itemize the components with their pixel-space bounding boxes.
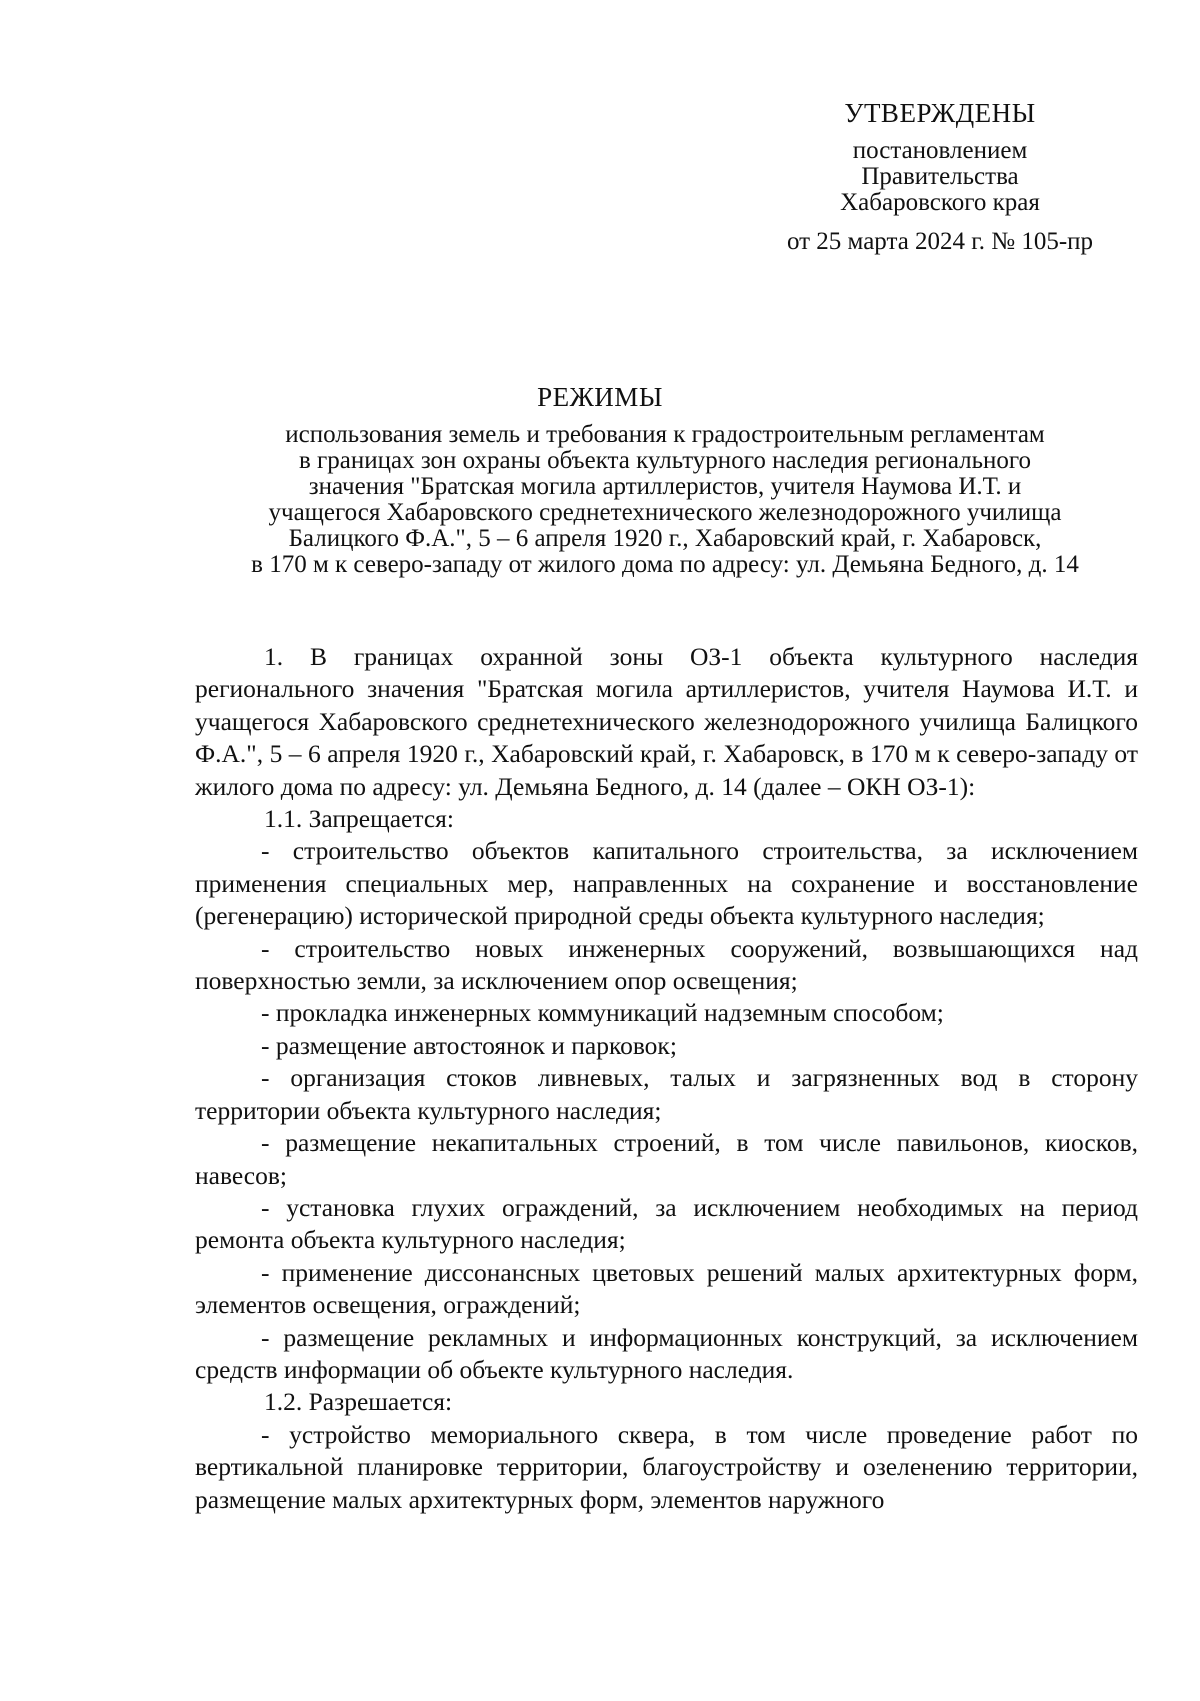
list-item: - применение диссонансных цветовых решений малых архитектурных форм, элементов освещения, ограждений; <box>195 1257 1138 1320</box>
approval-line: Хабаровского края <box>840 189 1040 216</box>
subtitle-line: значения "Братская могила артиллеристов, учителя Наумова И.Т. и <box>308 473 1022 500</box>
subtitle-line: в границах зон охраны объекта культурного наследия регионального <box>298 447 1032 474</box>
approval-line: Правительства <box>861 163 1019 190</box>
list-item: - строительство объектов капитального строительства, за исключением применения специальных мер, направленных на сохранение и восстановление (регенерацию) исторической природной среды объекта культурного наследия; <box>195 836 1138 931</box>
list-item: - размещение рекламных и информационных конструкций, за исключением средств информации об объекте культурного наследия. <box>195 1322 1138 1384</box>
list-item: - размещение некапитальных строений, в том числе павильонов, киосков, навесов; <box>195 1128 1138 1190</box>
approval-block <box>760 100 1120 255</box>
document-subtitle <box>170 422 1160 578</box>
list-item: - организация стоков ливневых, талых и загрязненных вод в сторону территории объекта культурного наследия; <box>195 1063 1138 1125</box>
approval-line: постановлением <box>852 137 1028 164</box>
paragraph-heading-allowed: 1.2. Разрешается: <box>264 1387 453 1417</box>
approval-date: от 25 марта 2024 г. № 105-пр <box>786 228 1094 255</box>
document-title: РЕЖИМЫ <box>537 382 663 412</box>
list-item: - устройство мемориального сквера, в том числе проведение работ по вертикальной планировке территории, благоустройству и озеленению территории, размещение малых архитектурных форм, элементов наружного <box>195 1419 1138 1514</box>
approval-title: УТВЕРЖДЕНЫ <box>844 98 1036 128</box>
subtitle-line: использования земель и требования к градостроительным регламентам <box>285 421 1045 448</box>
subtitle-line: Балицкого Ф.А.", 5 – 6 апреля 1920 г., Хабаровский край, г. Хабаровск, <box>288 525 1042 552</box>
subtitle-line: в 170 м к северо-западу от жилого дома по адресу: ул. Демьяна Бедного, д. 14 <box>251 551 1079 578</box>
list-item: - размещение автостоянок и парковок; <box>261 1030 677 1060</box>
list-item: - строительство новых инженерных сооружений, возвышающихся над поверхностью земли, за исключением опор освещения; <box>195 933 1138 996</box>
list-item: - прокладка инженерных коммуникаций надземным способом; <box>261 998 944 1028</box>
paragraph-heading-prohibited: 1.1. Запрещается: <box>264 804 454 834</box>
paragraph-section-1: 1. В границах охранной зоны ОЗ-1 объекта культурного наследия регионального значения "Братская могила артиллеристов, учителя Наумова И.Т. и учащегося Хабаровского среднетехнического железнодорожного училища Балицкого Ф.А.", 5 – 6 апреля 1920 г., Хабаровский край, г. Хабаровск, в 170 м к северо-западу от жилого дома по адресу: ул. Демьяна Бедного, д. 14 (далее – ОКН ОЗ-1): <box>195 642 1138 801</box>
subtitle-line: учащегося Хабаровского среднетехнического железнодорожного училища <box>268 499 1062 526</box>
document-body <box>195 641 1138 1516</box>
list-item: - установка глухих ограждений, за исключением необходимых на период ремонта объекта культурного наследия; <box>195 1192 1138 1255</box>
